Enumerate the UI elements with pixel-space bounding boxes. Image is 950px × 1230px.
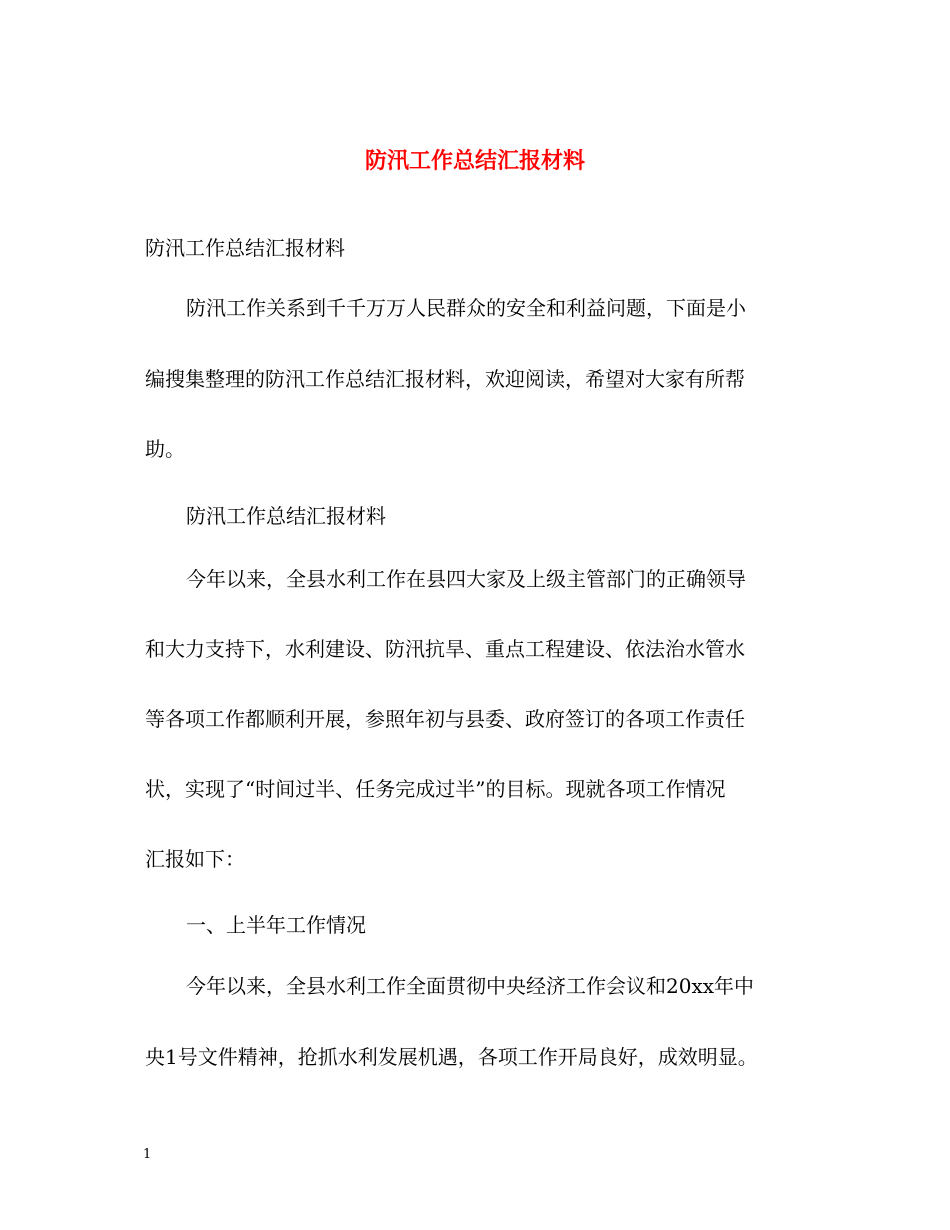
paragraph-line: 今年以来，全县水利工作在县四大家及上级主管部门的正确领导 <box>186 567 746 591</box>
paragraph-line: 助。 <box>145 437 185 461</box>
paragraph-line: 今年以来，全县水利工作全面贯彻中央经济工作会议和20xx年中 <box>186 974 755 998</box>
paragraph-line: 央1号文件精神，抢抓水利发展机遇，各项工作开局良好，成效明显。 <box>145 1045 758 1069</box>
paragraph-line: 汇报如下： <box>145 847 245 871</box>
paragraph-line: 编搜集整理的防汛工作总结汇报材料，欢迎阅读，希望对大家有所帮 <box>145 367 745 391</box>
paragraph-line: 和大力支持下，水利建设、防汛抗旱、重点工程建设、依法治水管水 <box>145 637 745 661</box>
document-title: 防汛工作总结汇报材料 <box>364 148 585 174</box>
paragraph-line: 防汛工作关系到千千万万人民群众的安全和利益问题，下面是小 <box>186 296 746 320</box>
paragraph-line: 一、上半年工作情况 <box>186 913 366 937</box>
paragraph-line: 等各项工作都顺利开展，参照年初与县委、政府签订的各项工作责任 <box>145 707 745 731</box>
page-number: 1 <box>143 1147 152 1162</box>
paragraph-line: 状，实现了“时间过半、任务完成过半”的目标。现就各项工作情况 <box>145 777 726 801</box>
paragraph-line: 防汛工作总结汇报材料 <box>145 236 345 260</box>
paragraph-line: 防汛工作总结汇报材料 <box>186 504 386 528</box>
